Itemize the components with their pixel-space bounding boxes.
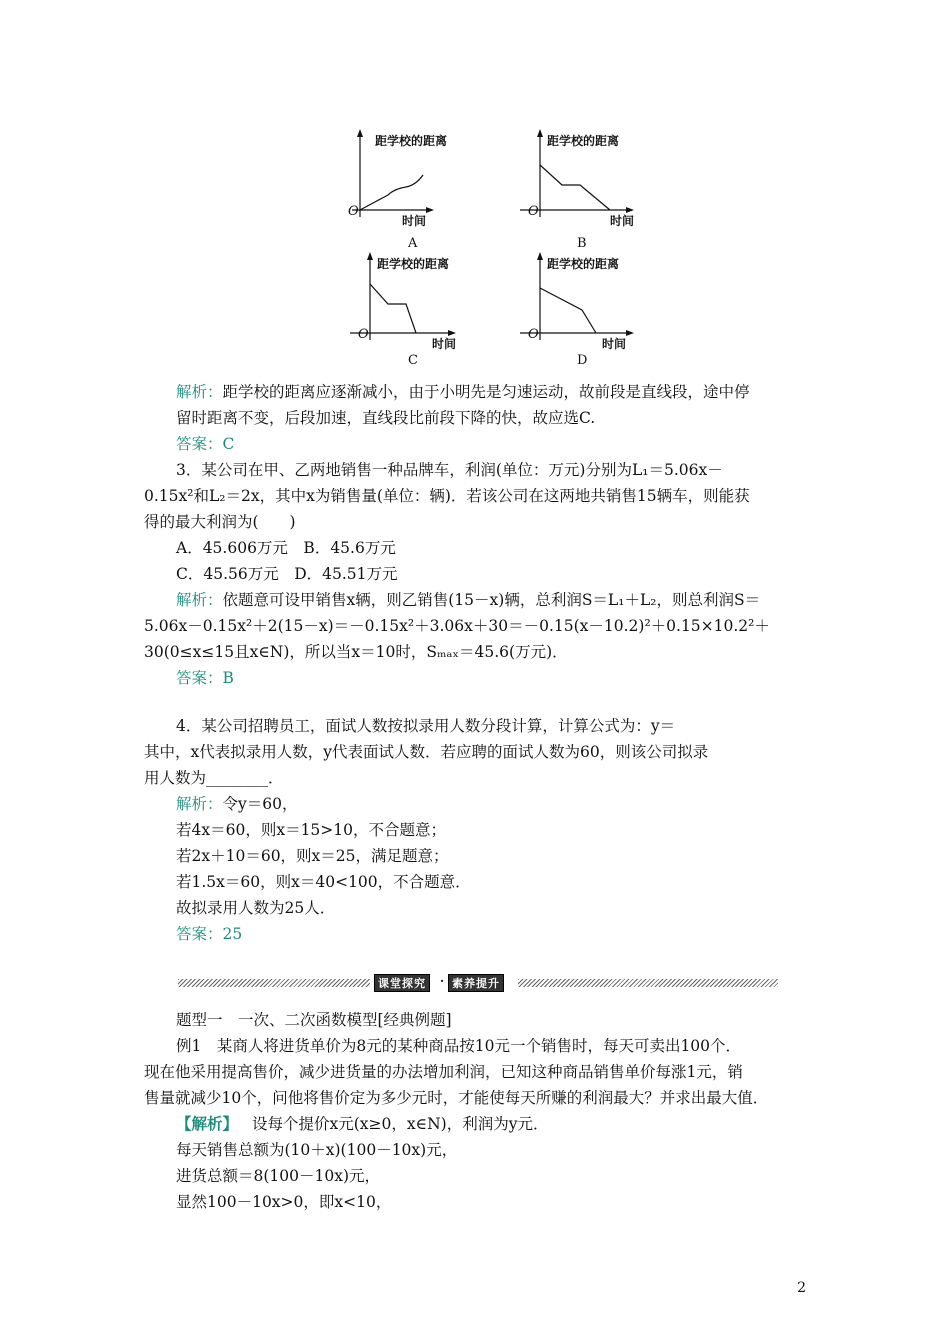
q3-options-1: A．45.606万元 B．45.6万元 xyxy=(176,539,396,557)
axis-y-label: 距学校的距离 xyxy=(547,257,620,271)
axis-y-label: 距学校的距离 xyxy=(547,134,620,148)
banner-dot: · xyxy=(440,974,445,988)
q4-line-2: 其中，x代表拟录用人数，y代表面试人数．若应聘的面试人数为60，则该公司拟录 xyxy=(144,743,709,761)
solution-label: 【解析】 xyxy=(176,1114,239,1133)
origin-label: O xyxy=(358,327,369,342)
analysis-label: 解析： xyxy=(176,383,223,401)
q4-answer: 答案：25 xyxy=(176,925,243,943)
banner-label-left: 课堂探究 xyxy=(374,974,430,992)
q4-line-3: 用人数为________． xyxy=(144,769,284,787)
banner-hatch-right xyxy=(518,979,778,987)
axis-y-label: 距学校的距离 xyxy=(375,134,448,148)
q4-line-1: 4．某公司招聘员工，面试人数按拟录用人数分段计算，计算公式为：y＝ xyxy=(176,717,676,735)
banner-label-right: 素养提升 xyxy=(448,974,504,992)
banner-hatch-left xyxy=(178,979,370,987)
axis-x-label: 时间 xyxy=(602,337,627,351)
graph-letter: A xyxy=(408,236,418,251)
solution-line-1: 【解析】 设每个提价x元(x≥0，x∈N)，利润为y元． xyxy=(176,1114,549,1133)
example-line-2: 现在他采用提高售价，减少进货量的办法增加利润，已知这种商品销售单价每涨1元，销 xyxy=(144,1063,743,1081)
origin-label: O xyxy=(528,204,539,219)
q2-answer: 答案：C xyxy=(176,435,235,453)
axis-x-label: 时间 xyxy=(402,214,427,228)
q3-analysis-line-1: 解析：依题意可设甲销售x辆，则乙销售(15－x)辆，总利润S＝L₁＋L₂，则总利润S＝ xyxy=(176,591,761,609)
axis-y-label: 距学校的距离 xyxy=(377,257,450,271)
q3-line-2: 0.15x²和L₂＝2x，其中x为销售量(单位：辆)．若该公司在这两地共销售15辆车，则能获 xyxy=(144,487,750,505)
q3-answer: 答案：B xyxy=(176,669,234,687)
q4-analysis-line-4: 故拟录用人数为25人． xyxy=(176,899,336,917)
origin-label: O xyxy=(528,327,539,342)
origin-label: O xyxy=(348,204,359,219)
analysis-label: 解析： xyxy=(176,591,223,609)
axis-x-label: 时间 xyxy=(610,214,635,228)
analysis-label: 解析： xyxy=(176,795,223,813)
graph-letter: C xyxy=(408,353,418,368)
solution-line-2: 每天销售总额为(10＋x)(100－10x)元， xyxy=(176,1141,458,1159)
q3-analysis-line-2: 5.06x－0.15x²＋2(15－x)＝－0.15x²＋3.06x＋30＝－0.15(x－10.2)²＋0.15×10.2²＋ xyxy=(144,617,770,635)
q4-analysis-line-1: 若4x＝60，则x＝15>10，不合题意； xyxy=(176,821,447,839)
q4-analysis-line-3: 若1.5x＝60，则x＝40<100，不合题意． xyxy=(176,873,471,891)
graph-c xyxy=(340,248,480,377)
q3-line-3: 得的最大利润为( ) xyxy=(144,513,296,531)
graph-d xyxy=(510,248,650,377)
solution-line-3: 进货总额＝8(100－10x)元， xyxy=(176,1167,381,1185)
page-number: 2 xyxy=(797,1280,806,1296)
graph-letter: D xyxy=(577,353,588,368)
example-line-1: 例1 某商人将进货单价为8元的某种商品按10元一个销售时，每天可卖出100个． xyxy=(176,1037,742,1055)
graph-b xyxy=(510,125,650,254)
graph-a xyxy=(330,125,470,254)
section-banner xyxy=(178,974,778,992)
q3-options-2: C．45.56万元 D．45.51万元 xyxy=(176,565,398,583)
q4-analysis-line-0: 解析：令y＝60， xyxy=(176,795,298,813)
topic-title: 题型一 一次、二次函数模型[经典例题] xyxy=(176,1011,452,1029)
q2-analysis-line-2: 留时距离不变，后段加速，直线段比前段下降的快，故应选C. xyxy=(176,409,596,427)
axis-x-label: 时间 xyxy=(432,337,457,351)
q3-line-1: 3．某公司在甲、乙两地销售一种品牌车，利润(单位：万元)分别为L₁＝5.06x－ xyxy=(176,461,723,479)
q2-analysis-line-1: 解析：距学校的距离应逐渐减小，由于小明先是匀速运动，故前段是直线段，途中停 xyxy=(176,383,750,401)
example-line-3: 售量就减少10个，问他将售价定为多少元时，才能使每天所赚的利润最大？并求出最大值． xyxy=(144,1089,769,1107)
q3-analysis-line-3: 30(0≤x≤15且x∈N)，所以当x＝10时，Sₘₐₓ＝45.6(万元)． xyxy=(144,643,568,661)
solution-line-4: 显然100－10x>0，即x<10， xyxy=(176,1193,392,1211)
q4-analysis-line-2: 若2x＋10＝60，则x＝25，满足题意； xyxy=(176,847,449,865)
graph-letter: B xyxy=(577,236,587,251)
